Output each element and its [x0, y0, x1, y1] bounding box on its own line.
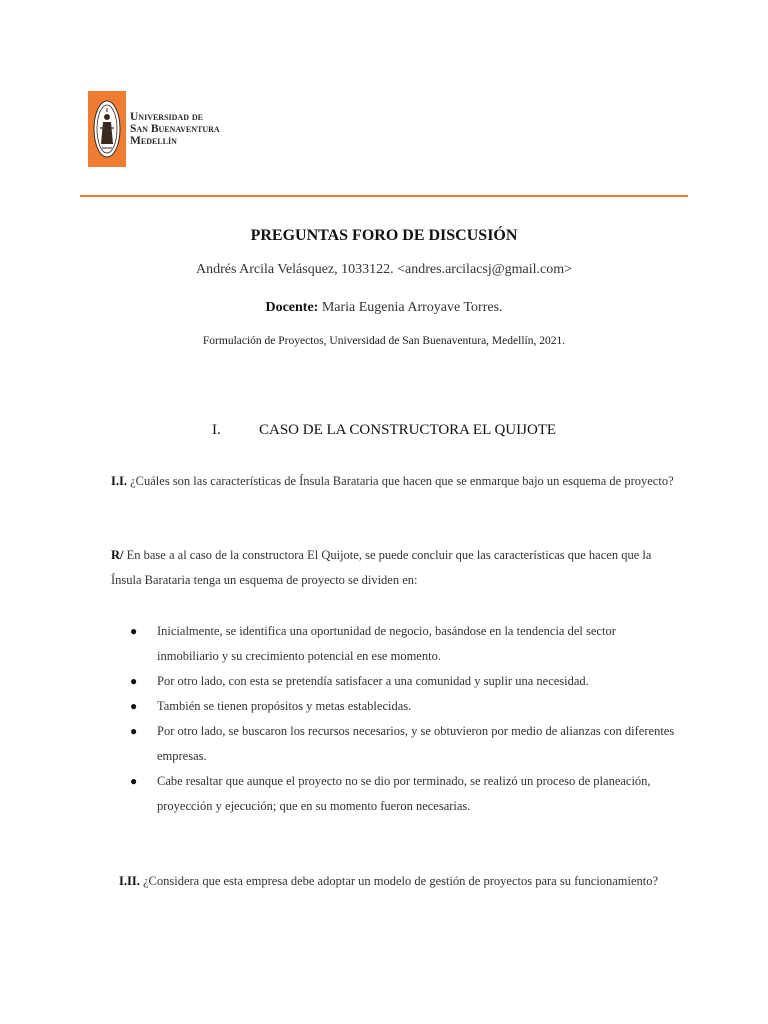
- list-item-text: También se tienen propósitos y metas establecidas.: [157, 699, 412, 713]
- list-item: [130, 669, 678, 694]
- question-1: [111, 469, 681, 494]
- author-line: Andrés Arcila Velásquez, 1033122. <andres.arcilacsj@gmail.com>: [196, 262, 572, 277]
- list-item-text: Por otro lado, con esta se pretendía satisfacer a una comunidad y suplir una necesidad.: [157, 674, 589, 688]
- answer-1-text: En base a al caso de la constructora El Quijote, se puede concluir que las características que hacen que la Ínsula Barataria tenga un esquema de proyecto se dividen en:: [111, 548, 652, 587]
- section-number: I.: [212, 422, 221, 438]
- question-1-text: ¿Cuáles son las características de Ínsula Barataria que hacen que se enmarque bajo un esquema de proyecto?: [130, 474, 674, 488]
- list-item: [130, 719, 678, 769]
- university-logo: [88, 90, 220, 168]
- bullet-icon: ●: [130, 774, 138, 788]
- question-2-text: ¿Considera que esta empresa debe adoptar un modelo de gestión de proyectos para su funcionamiento?: [142, 874, 659, 888]
- docente-name: Maria Eugenia Arroyave Torres.: [321, 300, 503, 315]
- docente-label: Docente:: [265, 300, 319, 315]
- section-title: CASO DE LA CONSTRUCTORA EL QUIJOTE: [259, 422, 557, 438]
- document-title: PREGUNTAS FORO DE DISCUSIÓN: [250, 227, 518, 244]
- list-item-text: Inicialmente, se identifica una oportunidad de negocio, basándose en la tendencia del sector inmobiliario y su crecimiento potencial en ese momento.: [157, 624, 616, 663]
- bullet-icon: ●: [130, 674, 138, 688]
- list-item: [130, 769, 678, 819]
- question-1-label: I.I.: [111, 474, 127, 488]
- university-name-line1: Universidad de: [130, 111, 203, 123]
- header-divider: [80, 195, 688, 197]
- list-item-text: Por otro lado, se buscaron los recursos necesarios, y se obtuvieron por medio de alianzas con diferentes empresas.: [157, 724, 675, 763]
- question-2: [111, 869, 679, 894]
- answer-1: [111, 543, 681, 593]
- university-name: [130, 111, 220, 147]
- question-2-label: I.II.: [119, 874, 140, 888]
- answer-bullet-list: [130, 619, 678, 819]
- list-item-text: Cabe resaltar que aunque el proyecto no se dio por terminado, se realizó un proceso de planeación, proyección y ejecución; que en su momento fueron necesarias.: [157, 774, 651, 813]
- answer-1-label: R/: [111, 548, 124, 562]
- university-name-line3: Medellín: [130, 135, 177, 147]
- list-item: [130, 619, 678, 669]
- bullet-icon: ●: [130, 624, 138, 638]
- section-heading: [212, 422, 556, 439]
- university-name-line2: San Buenaventura: [130, 123, 220, 135]
- university-seal-icon: [88, 91, 126, 167]
- bullet-icon: ●: [130, 724, 138, 738]
- docente-line: [0, 300, 768, 316]
- course-line: Formulación de Proyectos, Universidad de San Buenaventura, Medellín, 2021.: [202, 335, 566, 347]
- list-item: [130, 694, 678, 719]
- bullet-icon: ●: [130, 699, 138, 713]
